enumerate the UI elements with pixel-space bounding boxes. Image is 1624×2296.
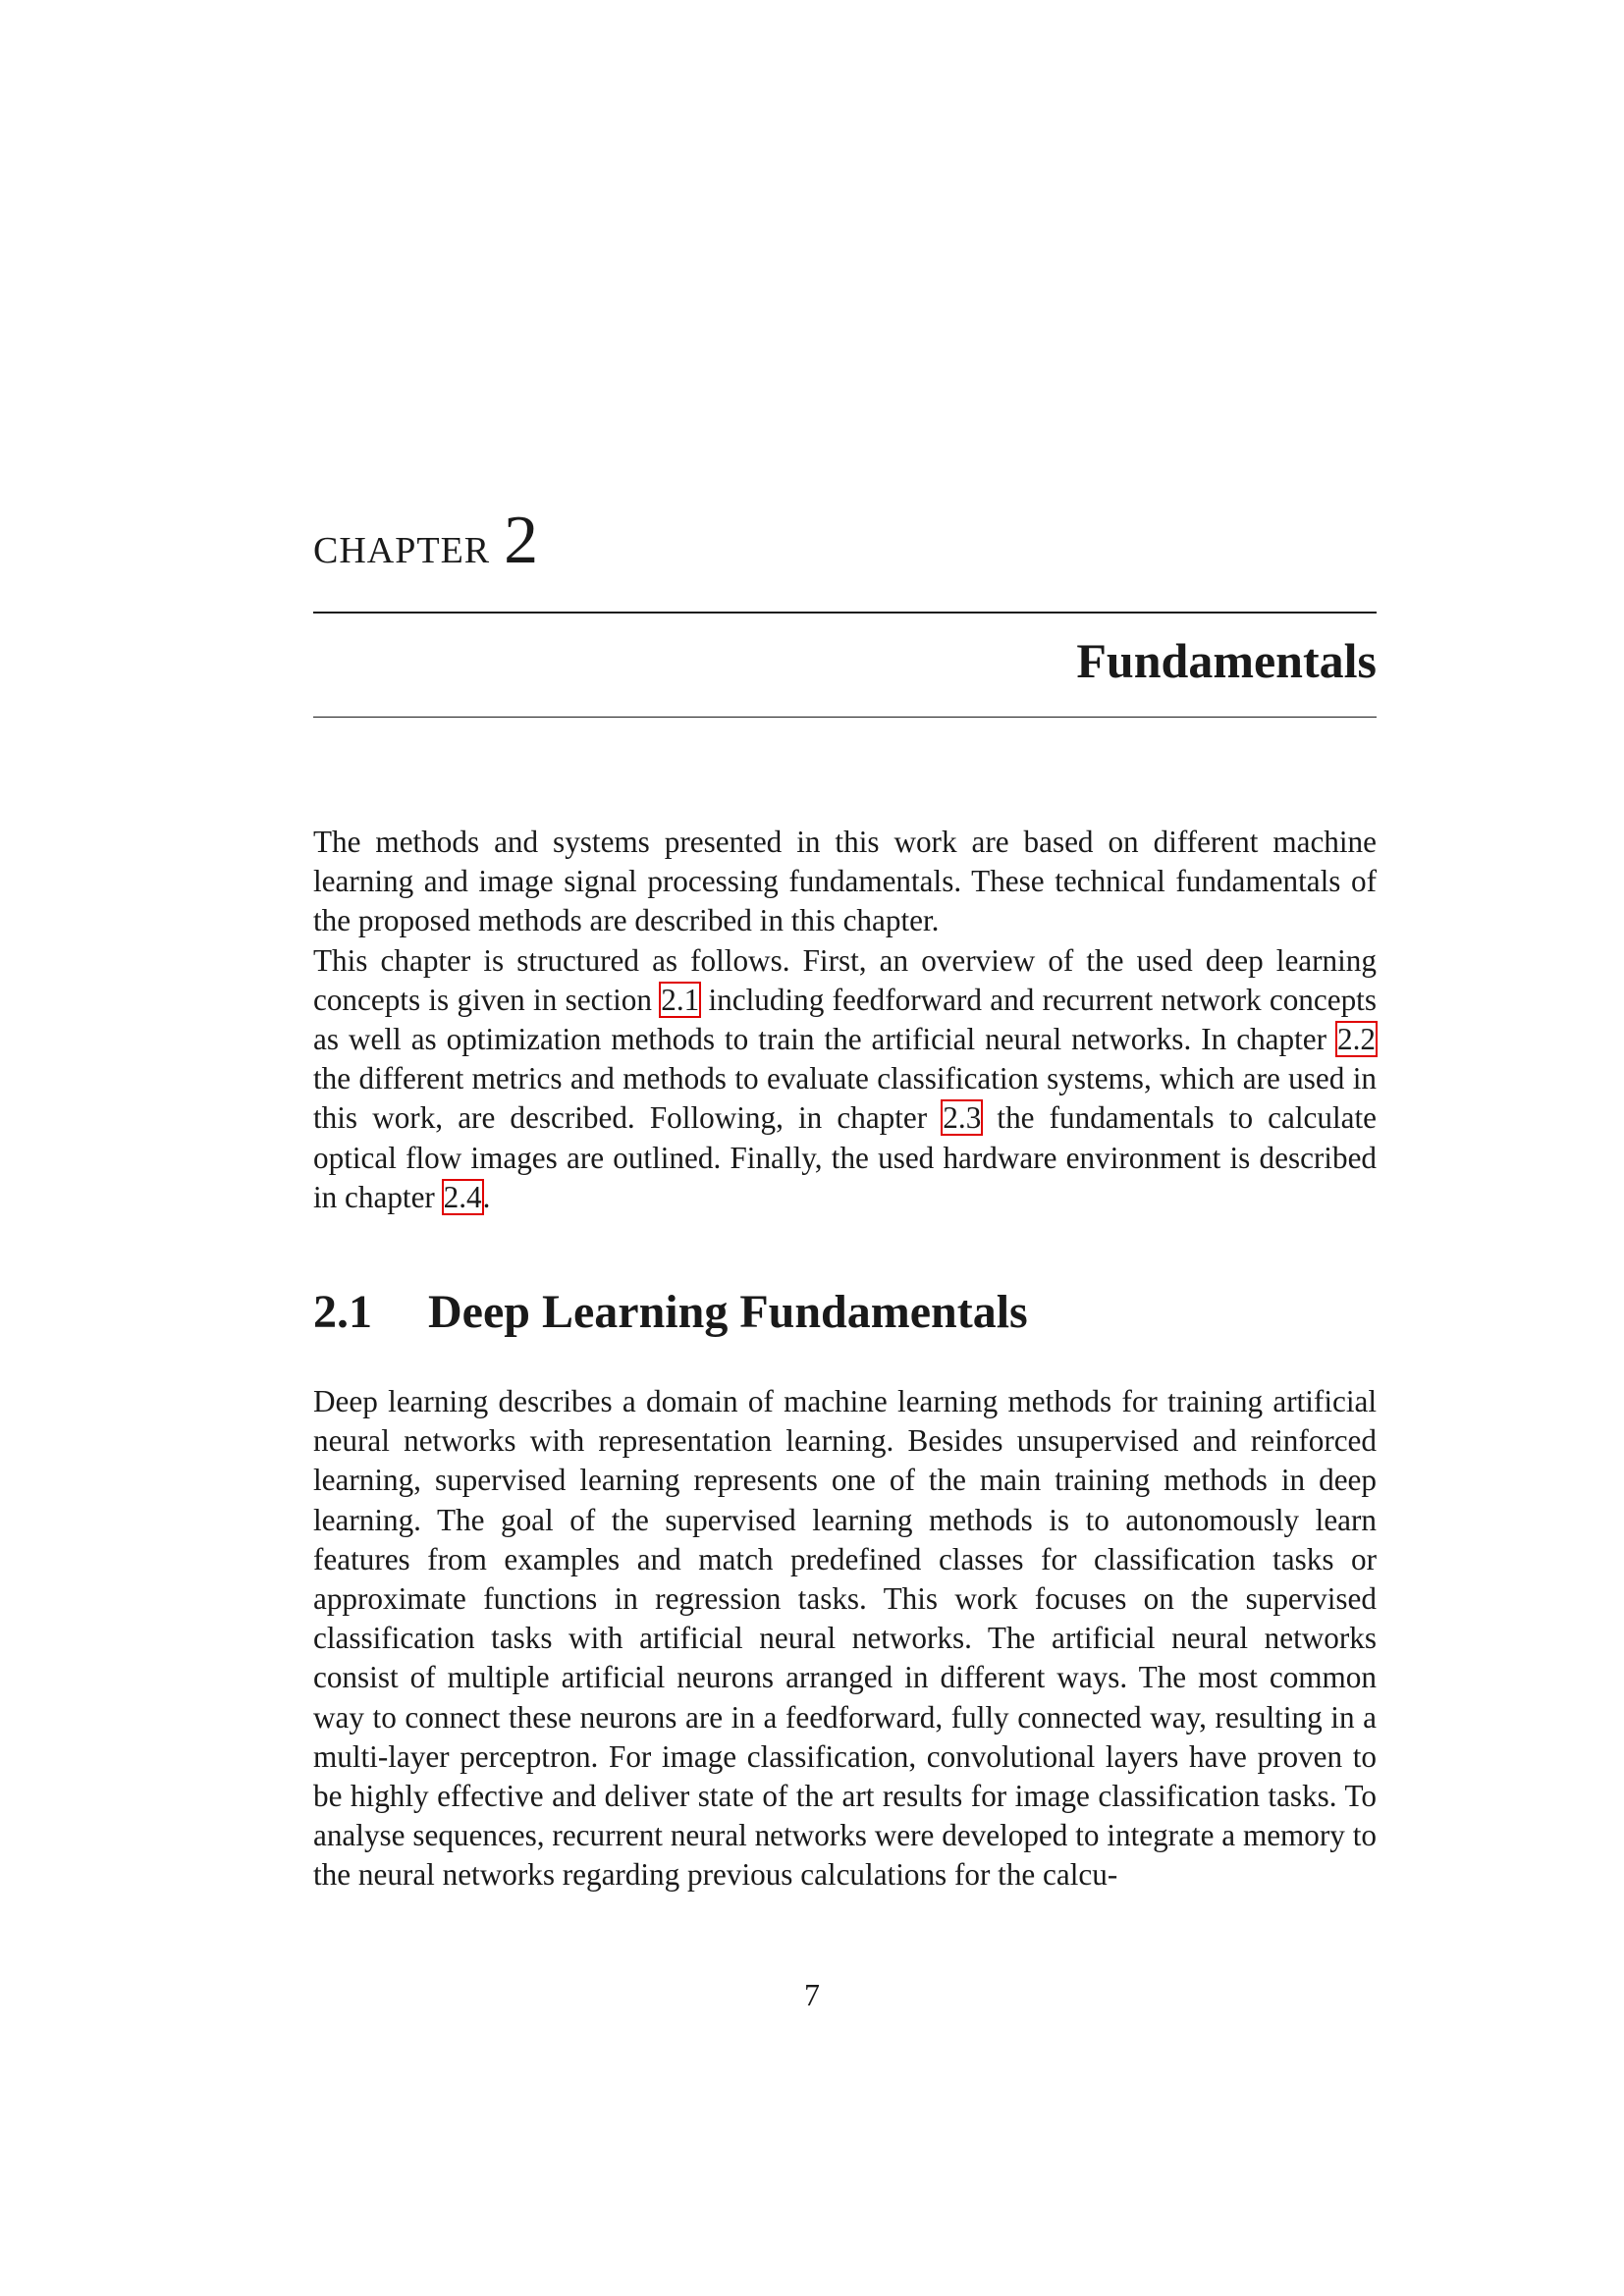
intro-p2-text-a: This chapter is structured as follows. First, an overview of the used deep learning concepts is given in section	[313, 942, 1377, 1017]
chapter-title: Fundamentals	[1076, 633, 1377, 688]
chapter-ref-2-2-link[interactable]: 2.2	[1337, 1022, 1376, 1057]
intro-text	[313, 823, 1377, 1217]
section-title: Deep Learning Fundamentals	[428, 1286, 1028, 1338]
chapter-number: 2	[504, 503, 539, 578]
intro-paragraph-1: The methods and systems presented in this work are based on different machine learning and image signal processing fundamentals. These technical fundamentals of the proposed methods are described in this chapter.	[313, 825, 1377, 938]
intro-p2-text-d: the fundamentals to calculate optical flow images are outlined. Finally, the used hardware environment is described in chapter	[313, 1100, 1377, 1214]
chapter-rule-top	[313, 612, 1377, 614]
section-2-1-paragraph: Deep learning describes a domain of machine learning methods for training artificial neural networks with representation learning. Besides unsupervised and reinforced learning, supervised learning represents one of the main training methods in deep learning. The goal of the supervised learning methods is to autonomously learn features from examples and match predefined classes for classification tasks or approximate functions in regression tasks. This work focuses on the supervised classification tasks with artificial neural networks. The artificial neural networks consist of multiple artificial neurons arranged in different ways. The most common way to connect these neurons are in a feedforward, fully connected way, resulting in a multi-layer perceptron. For image classification, convolutional layers have proven to be highly effective and deliver state of the art results for image classification tasks. To analyse sequences, recurrent neural networks were developed to integrate a memory to the neural networks regarding previous calculations for the calcu-	[313, 1384, 1377, 1893]
section-2-1-text	[313, 1382, 1377, 1896]
page-number: 7	[804, 1977, 820, 2012]
section-ref-2-1-link[interactable]: 2.1	[661, 982, 700, 1017]
intro-p2-text-e: .	[482, 1179, 491, 1214]
chapter-word: chapter	[313, 515, 491, 574]
intro-p2-text-b: including feedforward and recurrent network concepts as well as optimization methods to train the artificial neural networks. In chapter	[313, 982, 1377, 1057]
intro-p2-text-c: the different metrics and methods to evaluate classification systems, which are used in this work, are described. Following, in chapter	[313, 1061, 1377, 1136]
intro-paragraph-2	[313, 941, 1377, 1217]
chapter-ref-2-3-link[interactable]: 2.3	[943, 1100, 982, 1136]
section-number: 2.1	[313, 1286, 372, 1338]
section-heading-2-1	[313, 1286, 1028, 1338]
chapter-label	[313, 503, 539, 578]
chapter-rule-bottom	[313, 717, 1377, 718]
chapter-ref-2-4-link[interactable]: 2.4	[443, 1179, 482, 1214]
